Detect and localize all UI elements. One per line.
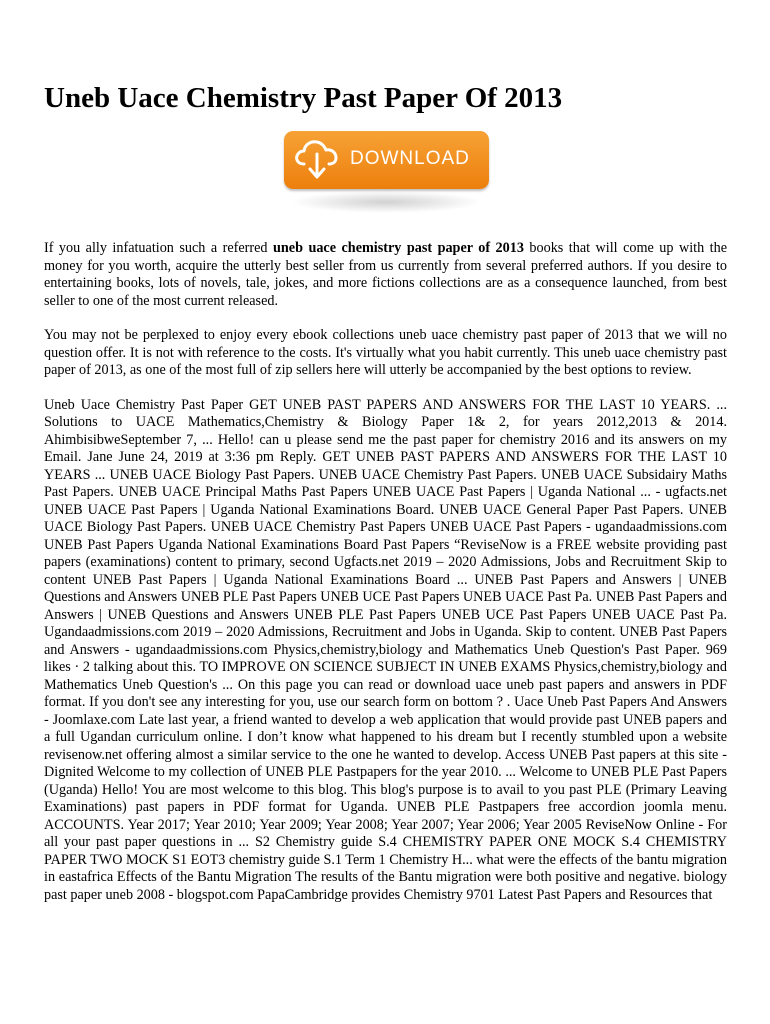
intro-text-start: If you ally infatuation such a referred — [44, 240, 273, 256]
button-shadow — [290, 191, 483, 213]
intro-keyword: uneb uace chemistry past paper of 2013 — [273, 240, 524, 256]
document-body — [44, 240, 727, 904]
cloud-download-icon — [292, 136, 342, 182]
intro-text-end: books that will come up with the money for you worth, acquire the utterly best seller from us currently from several preferred authors. If you desire to entertaining books, lots of novels, tale, jokes, and more fictions collections are as a consequence launched, from best seller to one of the most current released. — [44, 240, 727, 309]
second-paragraph: You may not be perplexed to enjoy every ebook collections uneb uace chemistry past paper of 2013 that we will no question offer. It is not with reference to the costs. It's virtually what you habit currently. This uneb uace chemistry past paper of 2013, as one of the most full of zip sellers here will utterly be accompanied by the best options to review. — [44, 327, 727, 378]
download-button[interactable] — [284, 131, 489, 189]
intro-paragraph — [44, 240, 727, 310]
download-label: DOWNLOAD — [350, 148, 470, 169]
page-title: Uneb Uace Chemistry Past Paper Of 2013 — [44, 82, 563, 114]
main-paragraph: Uneb Uace Chemistry Past Paper GET UNEB PAST PAPERS AND ANSWERS FOR THE LAST 10 YEARS. ... Solutions to UACE Mathematics,Chemistry & Biology Paper 1& 2, for years 2012,2013 & 2014. AhimbisibweSeptember 7, ... Hello! can u please send me the past paper for chemistry 2016 and its answers on my Email. Jane June 24, 2019 at 3:36 pm Reply. GET UNEB PAST PAPERS AND ANSWERS FOR THE LAST 10 YEARS ... UNEB UACE Biology Past Papers. UNEB UACE Chemistry Past Papers. UNEB UACE Subsidairy Maths Past Papers. UNEB UACE Principal Maths Past Papers UNEB UACE Past Papers | Uganda National ... - ugfacts.net UNEB UACE Past Papers | Uganda National Examinations Board. UNEB UACE General Paper Past Papers. UNEB UACE Biology Past Papers. UNEB UACE Chemistry Past Papers UNEB UACE Past Papers - ugandaadmissions.com UNEB Past Papers Uganda National Examinations Board Past Papers “ReviseNow is a FREE website providing past papers (examinations) content to primary, second Ugfacts.net 2019 – 2020 Admissions, Jobs and Recruitment Skip to content UNEB Past Papers | Uganda National Examinations Board ... UNEB Past Papers and Answers | UNEB Questions and Answers UNEB PLE Past Papers UNEB UCE Past Papers UNEB UACE Past Pa. UNEB Past Papers and Answers | UNEB Questions and Answers UNEB PLE Past Papers UNEB UCE Past Papers UNEB UACE Past Pa. Ugandaadmissions.com 2019 – 2020 Admissions, Recruitment and Jobs in Uganda. Skip to content. UNEB Past Papers and Answers - ugandaadmissions.com Physics,chemistry,biology and Mathematics Uneb Question's Past Paper. 969 likes · 2 talking about this. TO IMPROVE ON SCIENCE SUBJECT IN UNEB EXAMS Physics,chemistry,biology and Mathematics Uneb Question's ... On this page you can read or download uace uneb past papers and answers in PDF format. If you don't see any interesting for you, use our search form on bottom ? . Uace Uneb Past Papers And Answers - Joomlaxe.com Late last year, a friend wanted to develop a web application that would provide past UNEB papers and a full Ugandan curriculum online. I don’t know what happened to his dream but I recently stumbled upon a website revisenow.net offering almost a similar service to the one he wanted to develop. Access UNEB Past papers at this site - Dignited Welcome to my collection of UNEB PLE Pastpapers for the year 2010. ... Welcome to UNEB PLE Past Papers (Uganda) Hello! You are most welcome to this blog. This blog's purpose is to avail to you past PLE (Primary Leaving Examinations) past papers in PDF format for Uganda. UNEB PLE Pastpapers free accordion joomla menu. ACCOUNTS. Year 2017; Year 2010; Year 2009; Year 2008; Year 2007; Year 2006; Year 2005 ReviseNow Online - For all your past paper questions in ... S2 Chemistry guide S.4 CHEMISTRY PAPER ONE MOCK S.4 CHEMISTRY PAPER TWO MOCK S1 EOT3 chemistry guide S.1 Term 1 Chemistry H... what were the effects of the bantu migration in eastafrica Effects of the Bantu Migration The results of the Bantu migration were both positive and negative. biology past paper uneb 2008 - blogspot.com PapaCambridge provides Chemistry 9701 Latest Past Papers and Resources that — [44, 396, 727, 903]
download-area — [284, 131, 489, 217]
